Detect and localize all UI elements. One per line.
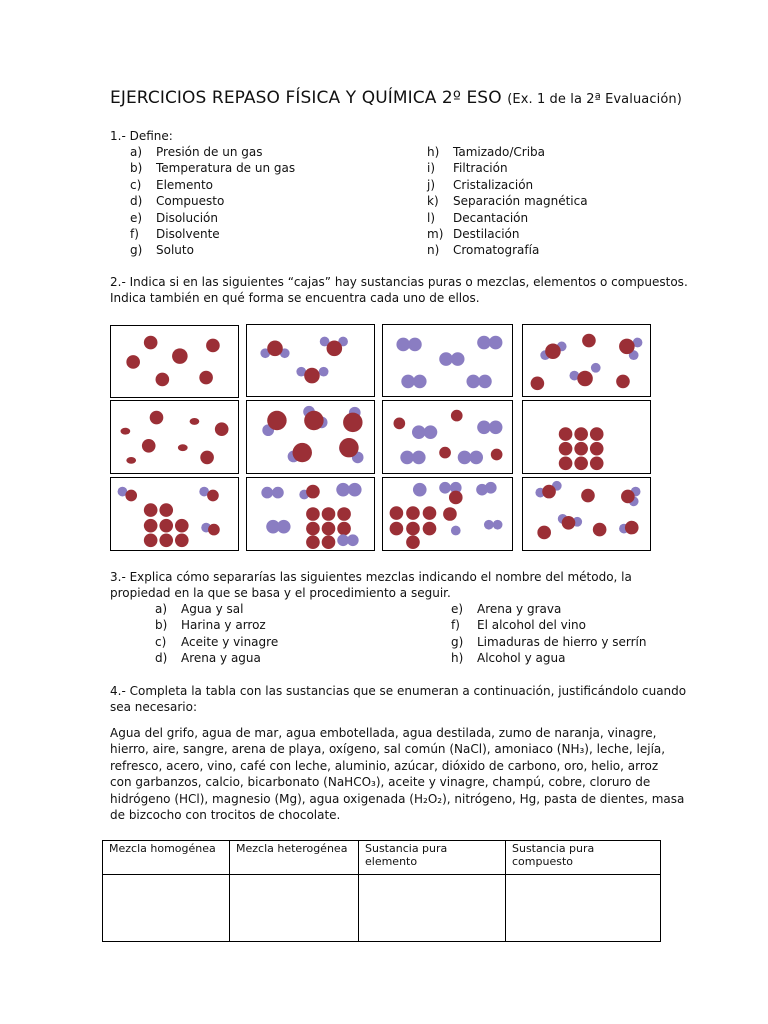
answer-cell[interactable] <box>230 875 359 942</box>
list-item <box>130 160 295 176</box>
list-item <box>427 144 545 160</box>
box-4-particles <box>523 325 650 396</box>
page-title <box>110 88 682 108</box>
box-10-particles <box>247 478 374 550</box>
item-letter: i) <box>427 161 436 176</box>
q2-line-2: Indica también en qué forma se encuentra cada uno de ellos. <box>110 291 480 305</box>
item-text: Temperatura de un gas <box>156 161 296 176</box>
title-subtitle: (Ex. 1 de la 2ª Evaluación) <box>507 92 682 107</box>
paragraph-line: hierro, aire, sangre, arena de playa, oxígeno, sal común (NaCl), amoniaco (NH₃), leche, lejía, <box>110 742 666 757</box>
item-letter: h) <box>427 145 440 159</box>
item-letter: e) <box>130 210 143 225</box>
list-item <box>427 226 519 242</box>
item-letter: e) <box>451 602 464 616</box>
box-1 <box>110 325 239 398</box>
answer-cell[interactable] <box>359 875 506 942</box>
item-text: Disolvente <box>156 227 220 241</box>
list-item <box>130 193 224 209</box>
item-text: Destilación <box>453 227 520 241</box>
item-text: Decantación <box>453 210 529 225</box>
list-item <box>427 160 508 176</box>
item-letter: n) <box>427 243 440 258</box>
item-letter: k) <box>427 194 439 209</box>
list-item <box>451 601 561 617</box>
item-letter: j) <box>427 177 436 192</box>
item-text: Aceite y vinagre <box>181 634 279 649</box>
box-9-particles <box>111 478 238 550</box>
list-item <box>155 601 243 617</box>
item-text: Agua y sal <box>181 602 244 616</box>
list-item <box>427 193 588 209</box>
list-item <box>155 617 266 633</box>
item-text: Tamizado/Criba <box>453 145 545 159</box>
box-1-particles <box>111 326 238 397</box>
list-item <box>427 210 528 226</box>
item-letter: l) <box>427 210 436 225</box>
list-item <box>155 634 278 650</box>
item-text: Filtración <box>453 161 508 176</box>
box-8 <box>522 400 651 474</box>
item-letter: c) <box>155 634 167 649</box>
list-item <box>130 226 220 242</box>
paragraph-line: refresco, acero, vino, café con leche, aluminio, azúcar, dióxido de carbono, oro, helio, arroz <box>110 758 659 773</box>
list-item <box>130 144 263 160</box>
box-12-particles <box>523 478 650 550</box>
paragraph-line: de bizcocho con trocitos de chocolate. <box>110 808 341 822</box>
th-mezcla-homogenea: Mezcla homogénea <box>103 841 230 875</box>
item-letter: h) <box>451 651 464 666</box>
list-item <box>155 650 261 666</box>
box-2 <box>246 324 375 397</box>
item-letter: b) <box>155 618 168 633</box>
item-letter: g) <box>130 243 143 258</box>
item-text: Limaduras de hierro y serrín <box>477 634 647 649</box>
item-letter: f) <box>130 227 139 241</box>
item-letter: f) <box>451 618 460 633</box>
title-main: EJERCICIOS REPASO FÍSICA Y QUÍMICA 2º ESO <box>110 88 502 108</box>
th-mezcla-heterogenea: Mezcla heterogénea <box>230 841 359 875</box>
table-header-row <box>103 841 661 875</box>
item-letter: a) <box>130 145 143 159</box>
q2-line-1: 2.- Indica si en las siguientes “cajas” hay sustancias puras o mezclas, elementos o compuestos. <box>110 275 688 289</box>
box-7 <box>382 400 513 474</box>
item-text: Elemento <box>156 177 214 192</box>
q4-classification-table <box>102 840 661 942</box>
item-text: Separación magnética <box>453 194 588 209</box>
list-item <box>427 177 533 193</box>
box-3 <box>382 324 513 397</box>
th-sustancia-pura-compuesto: Sustancia pura compuesto <box>506 841 661 875</box>
box-11 <box>382 477 513 551</box>
q3-line-2: propiedad en la que se basa y el procedimiento a seguir. <box>110 586 451 600</box>
list-item <box>451 650 565 666</box>
box-5-particles <box>111 401 238 473</box>
item-text: Soluto <box>156 243 194 258</box>
item-letter: c) <box>130 177 142 192</box>
box-4 <box>522 324 651 397</box>
item-letter: b) <box>130 161 143 176</box>
box-6 <box>246 400 375 474</box>
item-text: Disolución <box>156 210 218 225</box>
answer-cell[interactable] <box>103 875 230 942</box>
item-text: Harina y arroz <box>181 618 266 633</box>
q3-line-1: 3.- Explica cómo separarías las siguientes mezclas indicando el nombre del método, la <box>110 570 632 584</box>
item-letter: a) <box>155 602 168 616</box>
item-text: Cromatografía <box>453 243 540 258</box>
table-answer-row <box>103 875 661 942</box>
item-text: Arena y grava <box>477 602 562 616</box>
item-letter: d) <box>155 651 168 666</box>
item-text: Cristalización <box>453 177 534 192</box>
list-item <box>130 242 194 258</box>
q1-heading: 1.- Define: <box>110 129 173 143</box>
box-8-particles <box>523 401 650 473</box>
box-12 <box>522 477 651 551</box>
paragraph-line: con garbanzos, calcio, bicarbonato (NaHCO₃), aceite y vinagre, champú, cobre, cloruro de <box>110 775 651 790</box>
paragraph-line: hidrógeno (HCl), magnesio (Mg), agua oxigenada (H₂O₂), nitrógeno, Hg, pasta de dientes, masa <box>110 791 685 806</box>
paragraph-line: Agua del grifo, agua de mar, agua embotellada, agua destilada, zumo de naranja, vinagre, <box>110 726 657 740</box>
item-text: El alcohol del vino <box>477 618 586 633</box>
list-item <box>130 210 218 226</box>
item-text: Presión de un gas <box>156 145 263 159</box>
box-3-particles <box>383 325 512 396</box>
th-sustancia-pura-elemento: Sustancia pura elemento <box>359 841 506 875</box>
item-text: Compuesto <box>156 194 225 209</box>
box-2-particles <box>247 325 374 396</box>
list-item <box>451 634 646 650</box>
box-11-particles <box>383 478 512 550</box>
item-text: Arena y agua <box>181 651 261 666</box>
list-item <box>427 242 539 258</box>
box-7-particles <box>383 401 512 473</box>
box-10 <box>246 477 375 551</box>
item-letter: d) <box>130 194 143 209</box>
q4-line-2: sea necesario: <box>110 700 198 714</box>
q4-line-1: 4.- Completa la tabla con las sustancias que se enumeran a continuación, justificándolo cuando <box>110 684 687 698</box>
item-letter: g) <box>451 634 464 649</box>
box-9 <box>110 477 239 551</box>
item-letter: m) <box>427 227 444 241</box>
box-6-particles <box>247 401 374 473</box>
answer-cell[interactable] <box>506 875 661 942</box>
item-text: Alcohol y agua <box>477 651 566 666</box>
list-item <box>130 177 213 193</box>
box-5 <box>110 400 239 474</box>
list-item <box>451 617 586 633</box>
